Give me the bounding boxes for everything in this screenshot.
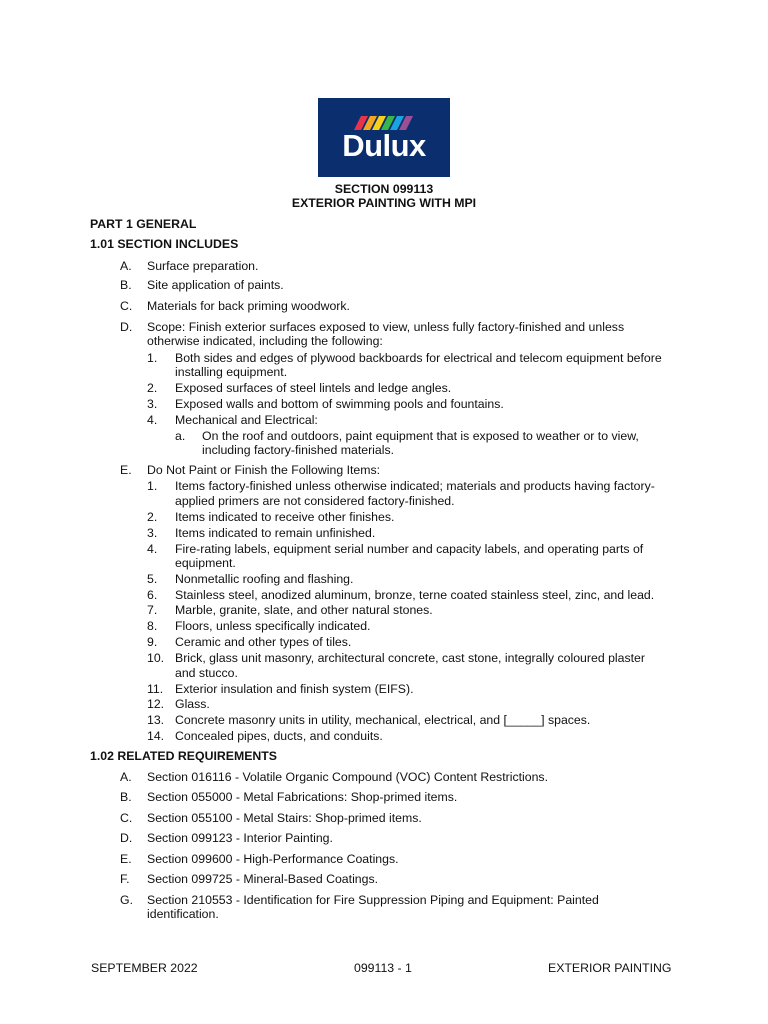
item-text: Section 099600 - High-Performance Coatings. xyxy=(147,852,399,866)
item-text: Items indicated to remain unfinished. xyxy=(175,526,376,540)
section-title: EXTERIOR PAINTING WITH MPI xyxy=(291,196,477,210)
item-text: Items factory-finished unless otherwise indicated; materials and products having factory- xyxy=(175,479,655,493)
item-label: a. xyxy=(175,429,186,443)
item-label: 9. xyxy=(147,635,158,649)
item-text: Exposed walls and bottom of swimming pools and fountains. xyxy=(175,397,504,411)
item-label: 10. xyxy=(147,651,165,665)
item-label: 12. xyxy=(147,697,165,711)
item-text: Fire-rating labels, equipment serial number and capacity labels, and operating parts of xyxy=(175,542,644,556)
item-text: Concrete masonry units in utility, mechanical, electrical, and [_____] spaces. xyxy=(175,713,591,727)
item-text: Glass. xyxy=(175,697,210,711)
footer-section-title: EXTERIOR PAINTING xyxy=(548,961,672,975)
item-text: Concealed pipes, ducts, and conduits. xyxy=(175,729,383,743)
item-label: 4. xyxy=(147,542,158,556)
item-text: Section 055100 - Metal Stairs: Shop-primed items. xyxy=(147,811,422,825)
item-label: 2. xyxy=(147,381,158,395)
subsection-heading-101: 1.01 SECTION INCLUDES xyxy=(90,237,239,251)
item-text-continued: identification. xyxy=(147,907,219,921)
item-label: 4. xyxy=(147,413,158,427)
item-label: 7. xyxy=(147,603,158,617)
item-text: Ceramic and other types of tiles. xyxy=(175,635,352,649)
item-text: Mechanical and Electrical: xyxy=(175,413,318,427)
item-text-continued: and stucco. xyxy=(175,666,238,680)
item-text: Section 016116 - Volatile Organic Compound (VOC) Content Restrictions. xyxy=(147,770,548,784)
footer-date: SEPTEMBER 2022 xyxy=(91,961,198,975)
item-text: Both sides and edges of plywood backboards for electrical and telecom equipment before xyxy=(175,351,662,365)
item-label: 13. xyxy=(147,713,165,727)
item-text: Surface preparation. xyxy=(147,259,259,273)
item-text: On the roof and outdoors, paint equipment that is exposed to weather or to view, xyxy=(202,429,639,443)
item-label: E. xyxy=(120,463,132,477)
item-text: Floors, unless specifically indicated. xyxy=(175,619,371,633)
item-text: Nonmetallic roofing and flashing. xyxy=(175,572,354,586)
item-text-continued: equipment. xyxy=(175,556,236,570)
item-label: D. xyxy=(120,831,133,845)
item-text: Marble, granite, slate, and other natural stones. xyxy=(175,603,433,617)
item-text-continued: including factory-finished materials. xyxy=(202,443,395,457)
item-text: Exterior insulation and finish system (EIFS). xyxy=(175,682,414,696)
item-text-continued: applied primers are not considered factory-finished. xyxy=(175,494,455,508)
item-text: Section 099123 - Interior Painting. xyxy=(147,831,333,845)
item-label: E. xyxy=(120,852,132,866)
item-label: A. xyxy=(120,770,132,784)
item-label: 6. xyxy=(147,588,158,602)
item-text: Do Not Paint or Finish the Following Items: xyxy=(147,463,381,477)
item-label: B. xyxy=(120,790,132,804)
item-text: Stainless steel, anodized aluminum, bronze, terne coated stainless steel, zinc, and lead. xyxy=(175,588,655,602)
item-label: A. xyxy=(120,259,132,273)
item-text: Section 099725 - Mineral-Based Coatings. xyxy=(147,872,379,886)
item-text: Section 210553 - Identification for Fire Suppression Piping and Equipment: Painted xyxy=(147,893,599,907)
dulux-logo xyxy=(318,98,450,177)
item-text: Scope: Finish exterior surfaces exposed to view, unless fully factory-finished and unless xyxy=(147,320,625,334)
item-label: 3. xyxy=(147,526,158,540)
subsection-heading-102: 1.02 RELATED REQUIREMENTS xyxy=(90,749,277,763)
item-label: 5. xyxy=(147,572,158,586)
item-text-continued: otherwise indicated, including the following: xyxy=(147,334,383,348)
item-text: Brick, glass unit masonry, architectural concrete, cast stone, integrally coloured plaster xyxy=(175,651,645,665)
item-label: 1. xyxy=(147,479,158,493)
section-number: SECTION 099113 xyxy=(334,182,434,196)
item-label: 2. xyxy=(147,510,158,524)
item-label: C. xyxy=(120,299,133,313)
item-text: Materials for back priming woodwork. xyxy=(147,299,350,313)
item-text: Site application of paints. xyxy=(147,278,284,292)
part-heading: PART 1 GENERAL xyxy=(90,217,197,231)
item-label: B. xyxy=(120,278,132,292)
item-text: Items indicated to receive other finishes. xyxy=(175,510,395,524)
item-label: G. xyxy=(120,893,133,907)
item-label: D. xyxy=(120,320,133,334)
item-text: Section 055000 - Metal Fabrications: Shop-primed items. xyxy=(147,790,458,804)
item-text-continued: installing equipment. xyxy=(175,365,288,379)
item-label: C. xyxy=(120,811,133,825)
item-text: Exposed surfaces of steel lintels and ledge angles. xyxy=(175,381,452,395)
footer-page-number: 099113 - 1 xyxy=(354,961,412,975)
item-label: 3. xyxy=(147,397,158,411)
item-label: 11. xyxy=(147,682,164,696)
item-label: 14. xyxy=(147,729,165,743)
item-label: 8. xyxy=(147,619,158,633)
item-label: F. xyxy=(120,872,130,886)
item-label: 1. xyxy=(147,351,158,365)
logo-text: Dulux xyxy=(342,128,426,163)
